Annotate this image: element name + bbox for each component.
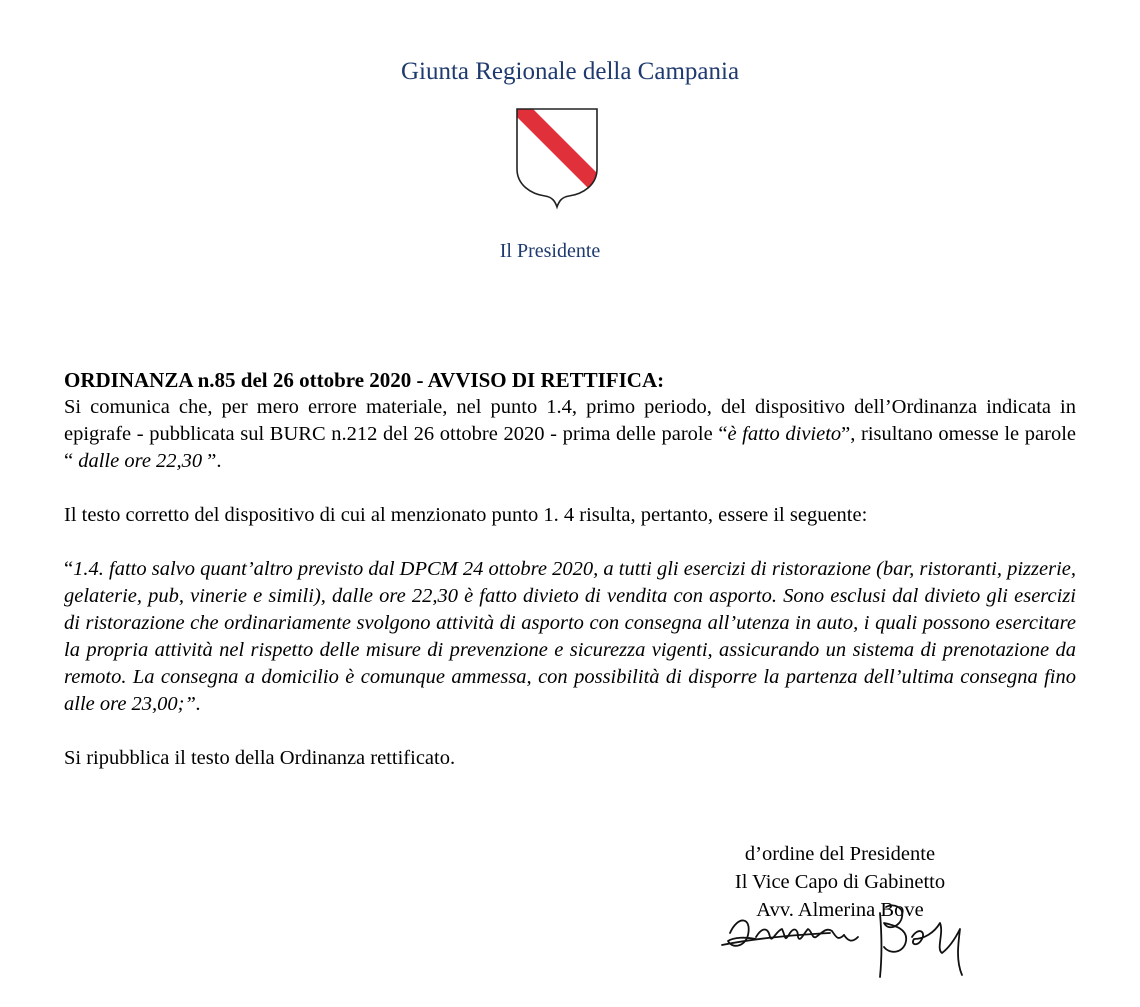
para1-text-middle: ”, risultano omesse le parole “ xyxy=(64,423,1077,472)
president-label: Il Presidente xyxy=(499,240,601,262)
quote-text: 1.4. fatto salvo quant’altro previsto dal DPCM 24 ottobre 2020, a tutti gli esercizi di ristorazione (bar, ristoranti, pizzerie, gelaterie, pub, vinerie e simili), dalle ore 22,30 è fatto divieto di vendita con asporto. Sono esclusi dal divieto gli esercizi di ristorazione che ordinariamente svolgono attività di asporto con consegna all’utenza in auto, i quali possono esercitare la propria attività nel rispetto delle misure di prevenzione e sicurezza vigenti, assicurando un sistema di prenotazione da remoto. La consegna a domicilio è comunque ammessa, con possibilità di disporre la partenza dell’ultima consegna fino alle ore 23,00;”. xyxy=(64,558,1076,715)
para1-text-before: Si comunica che, per mero errore materiale, nel punto 1.4, primo periodo, del dispositivo dell’Ordinanza indicata in epigrafe - pubblicata sul BURC n.212 del 26 ottobre 2020 - prima delle parole “ xyxy=(64,396,1076,445)
para1-italic-phrase-2: dalle ore 22,30 xyxy=(78,450,203,472)
corrected-provision-quote xyxy=(64,556,1076,718)
institution-title: Giunta Regionale della Campania xyxy=(400,58,740,85)
rectification-paragraph xyxy=(64,394,1076,475)
corrected-text-intro: Il testo corretto del dispositivo di cui al menzionato punto 1. 4 risulta, pertanto, essere il seguente: xyxy=(64,504,868,526)
signature-line-title: Il Vice Capo di Gabinetto xyxy=(734,871,946,893)
signature-line-order: d’ordine del Presidente xyxy=(744,843,936,865)
para1-italic-phrase-1: è fatto divieto xyxy=(727,423,842,445)
para1-text-after: ”. xyxy=(202,450,222,472)
handwritten-signature-icon xyxy=(712,893,974,979)
signature-line-name: Avv. Almerina Bove xyxy=(756,899,924,921)
notice-body xyxy=(64,367,1076,772)
republication-note: Si ripubblica il testo della Ordinanza rettificato. xyxy=(64,747,456,769)
quote-open-mark: “ xyxy=(64,558,74,580)
notice-heading: ORDINANZA n.85 del 26 ottobre 2020 - AVVISO DI RETTIFICA: xyxy=(64,368,665,392)
campania-coat-of-arms-icon xyxy=(515,107,599,213)
